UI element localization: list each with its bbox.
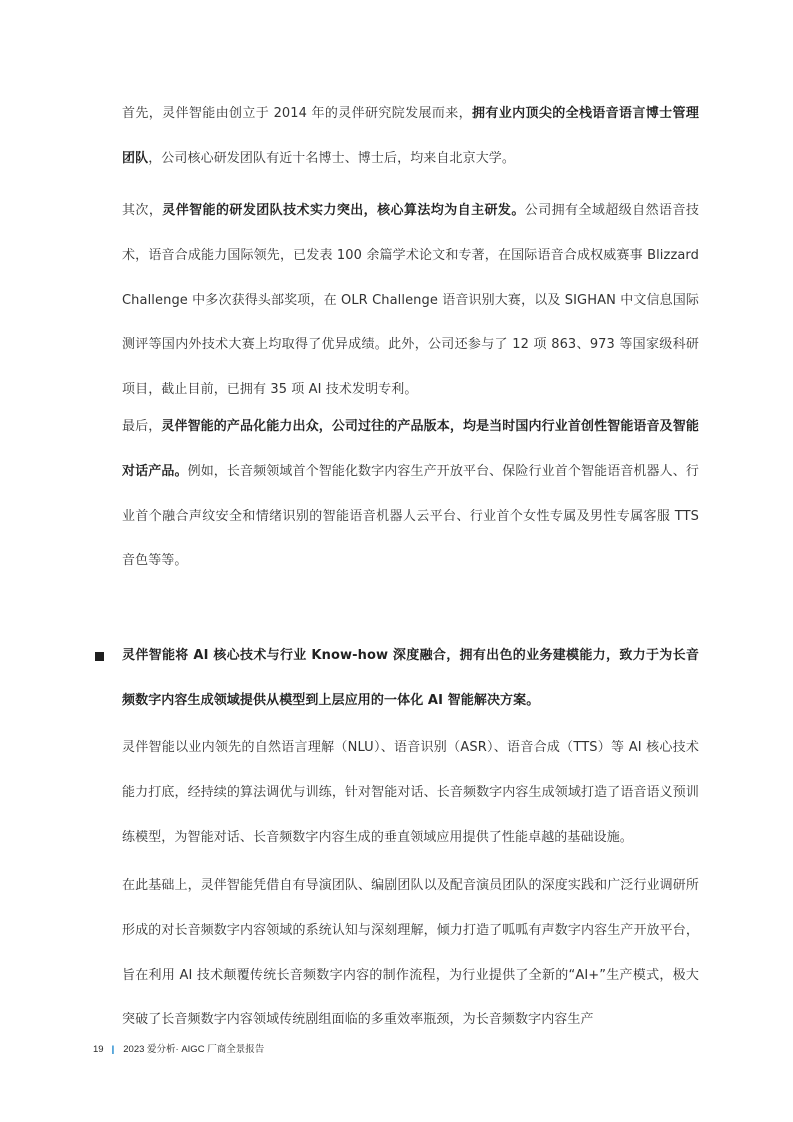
text-segment-bold: 灵伴智能的研发团队技术实力突出，核心算法均为自主研发。 bbox=[162, 203, 525, 218]
page-number: 19 bbox=[93, 1044, 104, 1055]
text-segment: ，公司核心研发团队有近十名博士、博士后，均来自北京大学。 bbox=[148, 150, 516, 166]
text-segment: 灵伴智能以业内领先的自然语言理解（NLU）、语音识别（ASR）、语音合成（TTS）等 AI 核心技术能力打底，经持续的算法调优与训练，针对智能对话、长音频数字内容生成领域打造了语音语义预训练模型，为智能对话、长音频数字内容生成的垂直领域应用提供了性能卓越的基础设施。 bbox=[122, 740, 699, 845]
text-segment: 在此基础上，灵伴智能凭借自有导演团队、编剧团队以及配音演员团队的深度实践和广泛行业调研所形成的对长音频数字内容领域的系统认知与深刻理解，倾力打造了呱呱有声数字内容生产开放平台，旨在利用 AI 技术颠覆传统长音频数字内容的制作流程，为行业提供了全新的“AI+”生产模式，极大突破了长音频数字内容领域传统剧组面临的多重效率瓶颈，为长音频数字内容生产 bbox=[122, 878, 699, 1028]
footer-report-title: 2023 爱分析· AIGC 厂商全景报告 bbox=[123, 1044, 265, 1055]
text-segment: 首先，灵伴智能由创立于 2014 年的灵伴研究院发展而来， bbox=[122, 106, 472, 121]
page-footer bbox=[93, 1041, 264, 1055]
text-segment: 最后， bbox=[122, 419, 162, 434]
paragraph-core-technology bbox=[122, 726, 699, 860]
text-segment-bold: 灵伴智能的产品化能力出众，公司过往的产品版本，均是当时国内行业首创性智能语音及智能对话产品。 bbox=[122, 419, 699, 479]
text-segment: 公司拥有全域超级自然语音技术，语音合成能力国际领先，已发表 100 余篇学术论文和专著，在国际语音合成权威赛事 Blizzard Challenge 中多次获得头部奖项，在 OLR Challenge 语音识别大赛，以及 SIGHAN 中文信息国际测评等国内外技术大赛上均取得了优异成绩。此外，公司还参与了 12 项 863、973 等国家级科研项目，截止目前，已拥有 35 项 AI 技术发明专利。 bbox=[122, 203, 699, 398]
square-bullet-icon bbox=[95, 652, 104, 661]
footer-separator: | bbox=[111, 1044, 115, 1055]
text-segment-bold: 拥有业内顶尖的全栈语音语言博士管理团队 bbox=[122, 106, 699, 166]
paragraph-rd-strength bbox=[122, 189, 699, 413]
paragraph-productization bbox=[122, 405, 699, 584]
paragraph-platform bbox=[122, 864, 699, 1043]
text-segment-bold: 灵伴智能将 AI 核心技术与行业 Know-how 深度融合，拥有出色的业务建模能力，致力于为长音频数字内容生成领域提供从模型到上层应用的一体化 AI 智能解决方案。 bbox=[122, 648, 699, 708]
text-segment: 其次， bbox=[122, 203, 163, 218]
paragraph-team-background bbox=[122, 92, 699, 182]
text-segment: 例如，长音频领域首个智能化数字内容生产开放平台、保险行业首个智能语音机器人、行业首个融合声纹安全和情绪识别的智能语音机器人云平台、行业首个女性专属及男性专属客服 TTS 音色等等。 bbox=[122, 463, 699, 569]
paragraph-bullet-heading bbox=[122, 634, 699, 724]
